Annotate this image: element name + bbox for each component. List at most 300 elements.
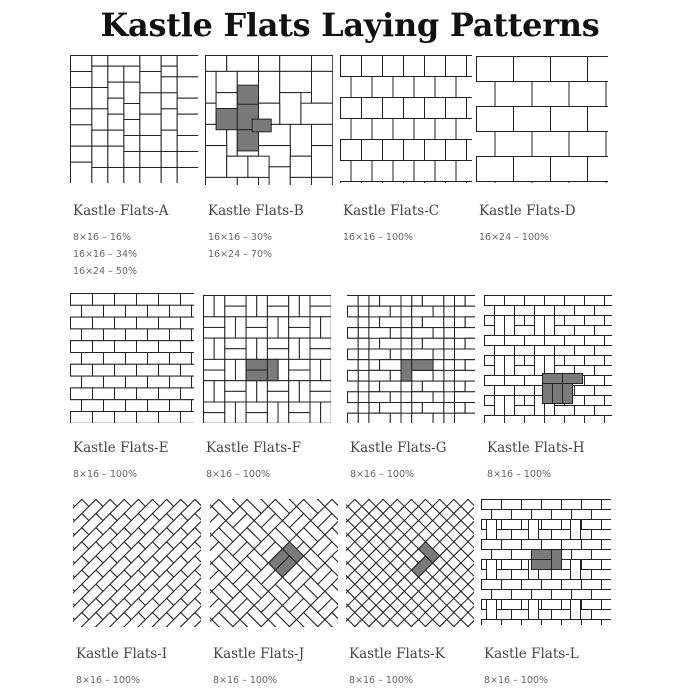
pattern-j-diagram	[210, 499, 338, 627]
paver	[514, 157, 551, 182]
paver	[310, 402, 321, 423]
paver	[455, 306, 476, 317]
paver	[257, 338, 268, 359]
pattern-l	[481, 499, 611, 686]
paver	[246, 327, 267, 338]
paver	[348, 413, 359, 423]
paver	[572, 550, 592, 560]
paver	[465, 338, 475, 349]
paver	[467, 182, 473, 184]
paver	[562, 500, 582, 510]
pattern-i	[73, 499, 201, 686]
paver	[289, 413, 310, 423]
paver	[301, 103, 333, 124]
paver	[555, 406, 575, 416]
paver	[446, 98, 467, 119]
paver	[312, 71, 333, 103]
paver	[588, 107, 609, 132]
pattern-c-name: Kastle Flats-C	[343, 203, 440, 219]
paver	[606, 82, 608, 107]
paver	[585, 336, 605, 346]
pattern-c-mix	[343, 229, 413, 246]
paver	[299, 338, 310, 359]
paver	[569, 82, 606, 107]
paver	[465, 360, 475, 371]
paver	[214, 338, 225, 359]
pattern-b-mix	[208, 229, 272, 263]
paver	[92, 168, 108, 184]
paver	[214, 296, 225, 317]
paver	[310, 349, 331, 360]
paver	[321, 359, 331, 380]
paver	[267, 391, 288, 402]
paver	[70, 329, 82, 341]
paver	[602, 600, 612, 610]
pattern-l-mix-1: 8×16 – 100%	[484, 675, 549, 686]
paver	[104, 329, 126, 341]
paver	[477, 157, 514, 182]
paver	[312, 124, 333, 145]
paver	[404, 56, 425, 77]
paver	[177, 152, 198, 168]
paver	[495, 82, 532, 107]
paver	[481, 550, 492, 560]
paver	[71, 146, 92, 162]
pattern-j-mix	[213, 672, 277, 689]
paver	[492, 590, 512, 600]
paver	[595, 386, 613, 396]
paver-field	[476, 57, 608, 184]
paver	[482, 500, 502, 510]
paver	[571, 560, 581, 580]
paver	[515, 326, 535, 336]
paver	[514, 107, 551, 132]
paver	[246, 296, 257, 317]
paver	[515, 366, 535, 376]
paver-field	[73, 499, 201, 627]
pattern-g-diagram	[347, 295, 475, 423]
paver	[582, 520, 602, 530]
paver	[592, 590, 612, 600]
paver	[484, 306, 495, 316]
paver	[380, 381, 401, 392]
pattern-b	[205, 55, 333, 260]
paver	[93, 388, 115, 400]
paver	[137, 364, 159, 376]
paver	[280, 71, 312, 92]
paver	[495, 396, 505, 416]
paver	[140, 93, 161, 114]
paver	[124, 152, 140, 168]
paver	[204, 402, 225, 413]
paver	[412, 295, 423, 306]
pattern-a-diagram	[70, 55, 198, 183]
paver	[502, 560, 522, 570]
paver	[412, 413, 433, 423]
paver	[71, 364, 93, 376]
paver	[555, 326, 575, 336]
paver	[425, 56, 446, 77]
paver	[380, 403, 401, 414]
paver	[124, 136, 140, 152]
paver	[446, 56, 467, 77]
paver	[267, 349, 288, 360]
paver	[204, 327, 225, 338]
paver	[393, 161, 414, 182]
paver	[299, 381, 310, 402]
paver	[425, 98, 446, 119]
paver	[602, 520, 612, 530]
paver	[552, 570, 572, 580]
paver	[525, 296, 545, 306]
paver	[383, 182, 404, 184]
pattern-g	[347, 295, 475, 480]
paver	[582, 540, 602, 550]
paver	[542, 620, 562, 626]
paver	[259, 71, 280, 103]
paver	[70, 400, 82, 412]
paver	[161, 152, 177, 168]
paver	[161, 93, 177, 109]
paver	[502, 520, 522, 530]
paver	[310, 296, 331, 307]
paver	[565, 296, 585, 306]
paver	[93, 317, 115, 329]
paver	[71, 162, 92, 183]
paver	[369, 349, 390, 360]
paver	[555, 306, 575, 316]
pattern-f-mix-1: 8×16 – 100%	[206, 469, 271, 480]
pattern-g-name: Kastle Flats-G	[350, 440, 447, 456]
paver	[467, 98, 473, 119]
paver	[225, 349, 246, 360]
paver	[575, 346, 595, 356]
paver	[605, 376, 613, 386]
paver	[595, 306, 613, 316]
paver	[502, 500, 522, 510]
paver	[347, 381, 358, 392]
paver	[602, 580, 612, 590]
paver	[321, 317, 331, 338]
paver	[177, 56, 198, 77]
paver	[71, 294, 93, 306]
paver	[312, 56, 333, 72]
pattern-e-diagram	[70, 293, 194, 423]
paver	[485, 336, 505, 346]
paver	[542, 540, 562, 550]
highlight-paver	[412, 360, 433, 371]
paver	[545, 356, 555, 376]
paver	[70, 376, 82, 388]
pattern-k-name: Kastle Flats-K	[349, 646, 445, 662]
paver	[412, 328, 433, 339]
paver	[289, 317, 310, 328]
paver	[92, 130, 108, 146]
paver	[170, 400, 192, 412]
paver	[310, 391, 331, 402]
paver	[92, 66, 108, 87]
paver	[477, 107, 514, 132]
paver	[512, 590, 532, 600]
paver	[455, 413, 476, 423]
paver	[505, 356, 515, 376]
paver	[159, 364, 181, 376]
paver	[310, 338, 331, 349]
paver	[71, 388, 93, 400]
paver	[312, 177, 333, 185]
paver	[446, 140, 467, 161]
pattern-h-mix	[487, 466, 551, 483]
paver	[545, 296, 565, 306]
paver	[532, 590, 552, 600]
paver	[137, 294, 159, 306]
paver	[535, 306, 555, 316]
paver	[602, 500, 612, 510]
paver	[181, 412, 195, 424]
paver	[552, 610, 572, 620]
paver	[585, 416, 605, 424]
paver	[565, 336, 585, 346]
pattern-b-mix-2: 16×24 – 70%	[208, 249, 273, 260]
paver	[92, 88, 108, 109]
paver	[341, 182, 362, 184]
paver	[204, 338, 215, 359]
paver	[246, 413, 267, 423]
paver	[565, 316, 585, 326]
paver	[347, 403, 358, 414]
pattern-i-diagram	[73, 499, 201, 627]
paver	[351, 161, 372, 182]
paver	[148, 400, 170, 412]
paver	[246, 381, 257, 402]
paver	[555, 346, 575, 356]
paver	[140, 136, 161, 152]
paver	[148, 376, 170, 388]
paver	[602, 620, 612, 626]
paver	[482, 580, 502, 590]
paver	[592, 530, 612, 540]
paver	[572, 590, 592, 600]
paver	[108, 82, 124, 98]
pattern-c	[340, 55, 472, 243]
paver	[542, 580, 562, 590]
paver	[456, 77, 472, 98]
paver	[93, 412, 115, 424]
paver-field	[206, 56, 333, 186]
paver	[551, 157, 588, 182]
rotated-field	[73, 499, 201, 627]
paver	[535, 346, 555, 356]
pattern-k	[346, 499, 474, 686]
paver	[124, 120, 140, 136]
paver-field	[210, 499, 338, 627]
pattern-e-mix	[73, 466, 137, 483]
pattern-b-name: Kastle Flats-B	[208, 203, 304, 219]
paver	[532, 182, 569, 184]
paver	[267, 317, 278, 338]
paver	[290, 177, 311, 185]
paver	[71, 56, 92, 72]
paver	[181, 294, 195, 306]
rotated-field	[210, 499, 338, 627]
pattern-a-mix	[73, 229, 137, 280]
pattern-l-mix	[484, 672, 548, 689]
paver	[404, 98, 425, 119]
paver	[505, 316, 515, 336]
paver	[545, 416, 565, 424]
paver	[347, 338, 358, 349]
paver	[267, 381, 288, 392]
paver	[341, 140, 362, 161]
paver	[582, 580, 602, 590]
paver	[552, 510, 572, 520]
paver	[485, 296, 505, 306]
paver	[393, 119, 414, 140]
paver	[257, 381, 268, 402]
paver	[321, 402, 331, 423]
paver	[605, 296, 613, 306]
paver	[177, 136, 198, 152]
paver-field	[340, 56, 472, 184]
paver	[177, 114, 198, 135]
paver	[602, 560, 612, 570]
paver	[502, 540, 522, 550]
paver	[522, 580, 542, 590]
paver	[104, 400, 126, 412]
paver	[572, 510, 592, 520]
paver	[369, 392, 390, 403]
highlight-paver	[246, 370, 267, 381]
paver	[104, 353, 126, 365]
paver	[422, 338, 443, 349]
paver	[532, 82, 569, 107]
paver	[465, 296, 475, 307]
paver	[181, 317, 195, 329]
paver	[280, 56, 312, 72]
paver	[495, 306, 515, 316]
paver	[433, 413, 444, 423]
paver	[525, 416, 545, 424]
paver	[225, 391, 246, 402]
paver	[257, 296, 268, 317]
paver	[380, 360, 401, 371]
paver	[529, 520, 539, 540]
paver	[140, 114, 161, 135]
paver	[170, 305, 192, 317]
paver	[492, 550, 512, 560]
paver	[515, 386, 535, 396]
paver	[140, 168, 161, 184]
pattern-g-mix	[350, 466, 414, 483]
paver	[481, 510, 492, 520]
paver	[456, 119, 472, 140]
paver	[206, 71, 217, 103]
paver	[562, 620, 582, 626]
paver	[71, 109, 92, 125]
paver	[351, 77, 372, 98]
paver	[412, 392, 433, 403]
pattern-f-name: Kastle Flats-F	[206, 440, 302, 456]
paver	[562, 540, 582, 550]
paver	[465, 403, 475, 414]
paver	[404, 182, 425, 184]
paver	[565, 356, 585, 366]
paver	[161, 66, 177, 77]
paver	[487, 560, 497, 580]
paver	[369, 413, 390, 423]
paver	[484, 366, 495, 376]
paver	[70, 353, 82, 365]
paver	[485, 376, 505, 386]
paver	[495, 316, 505, 336]
paver	[502, 580, 522, 590]
paver	[161, 77, 177, 93]
paver	[595, 326, 613, 336]
paver	[115, 364, 137, 376]
paver	[455, 392, 476, 403]
paver	[484, 386, 495, 396]
paver	[372, 77, 393, 98]
paver	[267, 306, 288, 317]
paver	[192, 353, 195, 365]
paver	[108, 66, 124, 82]
highlight-paver	[543, 374, 563, 384]
paver	[522, 540, 542, 550]
paver	[575, 306, 595, 316]
paver	[362, 56, 383, 77]
paver	[545, 336, 565, 346]
paver	[592, 510, 612, 520]
paver	[562, 580, 582, 590]
paver	[582, 500, 602, 510]
paver	[605, 396, 613, 406]
paver	[422, 403, 443, 414]
paver	[259, 56, 280, 72]
paver	[115, 341, 137, 353]
paver	[126, 353, 148, 365]
paver	[515, 346, 535, 356]
pattern-b-diagram	[205, 55, 333, 185]
paver	[495, 346, 515, 356]
highlight-paver	[563, 374, 583, 384]
pattern-c-diagram	[340, 55, 472, 183]
paver	[82, 376, 104, 388]
paver-field	[70, 294, 194, 424]
highlight-paver	[401, 360, 412, 381]
paver	[289, 359, 310, 370]
paver	[227, 56, 259, 72]
paver	[525, 336, 545, 346]
paver	[310, 381, 331, 392]
paver	[383, 98, 404, 119]
paver	[161, 130, 177, 151]
paver	[140, 152, 161, 168]
pattern-d-diagram	[476, 55, 608, 183]
paver	[582, 560, 602, 570]
paver	[280, 93, 301, 125]
pattern-a-name: Kastle Flats-A	[73, 203, 169, 219]
paver	[82, 400, 104, 412]
pattern-i-name: Kastle Flats-I	[76, 646, 168, 662]
paver	[204, 317, 225, 328]
pattern-k-diagram	[346, 499, 474, 627]
paver	[267, 338, 288, 349]
paver	[93, 341, 115, 353]
paver	[351, 119, 372, 140]
paver	[177, 98, 198, 114]
paver-field	[481, 500, 611, 626]
highlight-paver	[553, 384, 563, 404]
